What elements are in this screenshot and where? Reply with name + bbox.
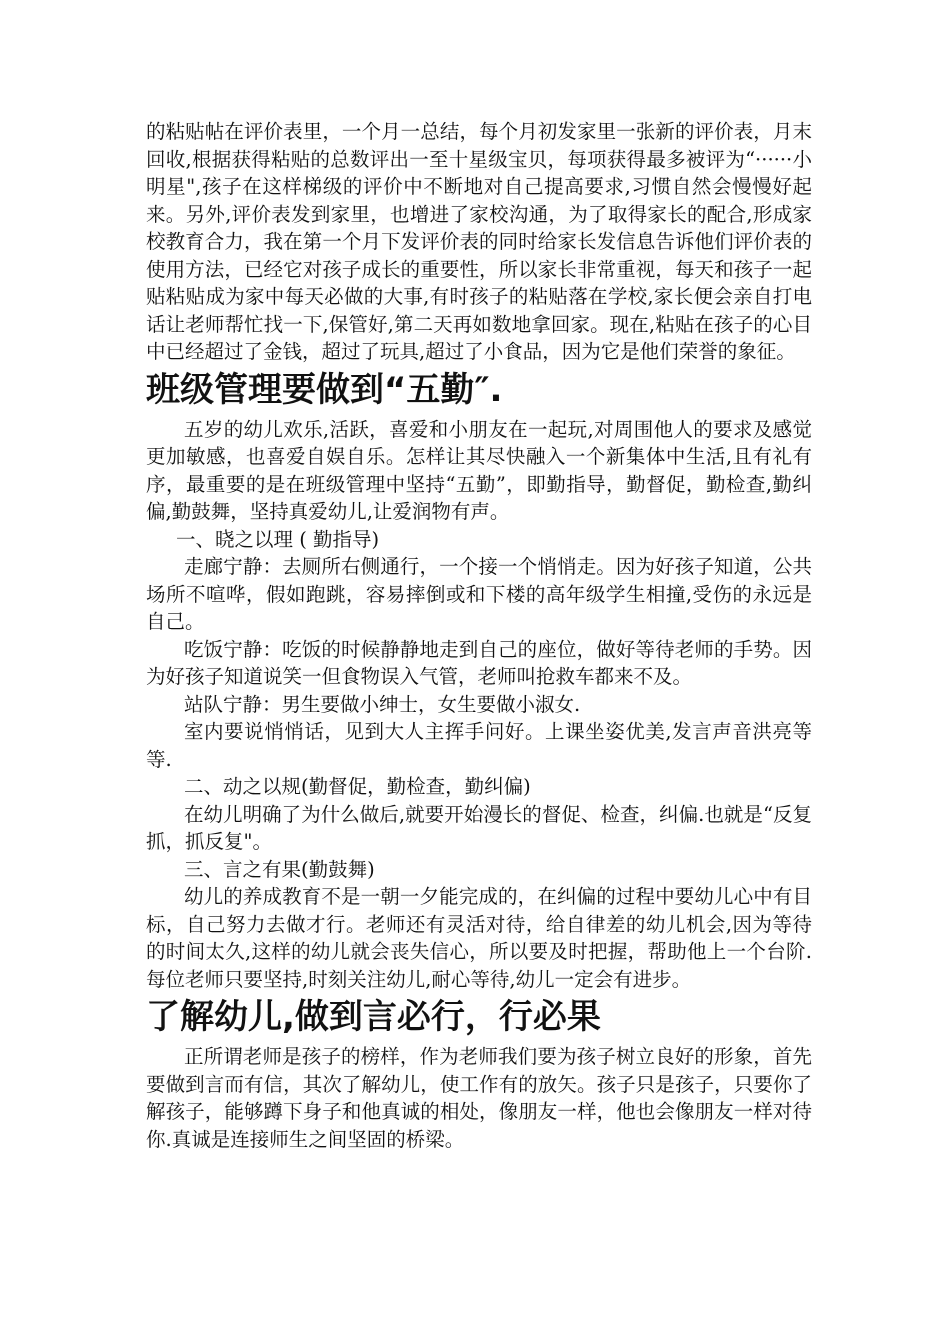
section-heading-understand-children: 了解幼儿,做到言必行，行必果 [146, 997, 601, 1037]
subheading-encouragement: 三、言之有果(勤鼓舞) [184, 857, 375, 881]
patience-paragraph: 幼儿的养成教育不是一朝一夕能完成的，在纠偏的过程中要幼儿心中有目标，自己努力去做才行。老师还有灵活对待，给自律差的幼儿机会,因为等待的时间太久,这样的幼儿就会丧失信心，所以要及时把握，帮助他上一个台阶.每位老师只要坚持,时刻关注幼儿,耐心等待,幼儿一定会有进步。 [146, 885, 812, 991]
repeat-practice-paragraph: 在幼儿明确了为什么做后,就要开始漫长的督促、检查，纠偏.也就是“反复抓，抓反复"。 [146, 802, 812, 853]
role-model-paragraph: 正所谓老师是孩子的榜样，作为老师我们要为孩子树立良好的形象，首先要做到言而有信，其次了解幼儿，使工作有的放矢。孩子只是孩子，只要你了解孩子，能够蹲下身子和他真诚的相处，像朋友一样，他也会像朋友一样对待你.真诚是连接师生之间坚固的桥梁。 [146, 1045, 812, 1151]
section-heading-five-diligence: 班级管理要做到“五勤″. [146, 369, 503, 410]
subheading-supervision: 二、动之以规(勤督促，勤检查，勤纠偏) [184, 775, 531, 798]
corridor-quiet-paragraph: 走廊宁静：去厕所右侧通行，一个接一个悄悄走。因为好孩子知道，公共场所不喧哗，假如跑跳，容易摔倒或和下楼的高年级学生相撞,受伤的永远是自己。 [146, 555, 812, 633]
lineup-quiet-paragraph: 站队宁静：男生要做小绅士，女生要做小淑女. [184, 692, 581, 716]
intro-paragraph: 的粘贴帖在评价表里，一个月一总结，每个月初发家里一张新的评价表，月末回收,根据获得粘贴的总数评出一至十星级宝贝，每项获得最多被评为“······小明星",孩子在这样梯级的评价中不断地对自己提高要求,习惯自然会慢慢好起来。另外,评价表发到家里，也增进了家校沟通，为了取得家长的配合,形成家校教育合力，我在第一个月下发评价表的同时给家长发信息告诉他们评价表的使用方法，已经它对孩子成长的重要性，所以家长非常重视，每天和孩子一起贴粘贴成为家中每天必做的大事,有时孩子的粘贴落在学校,家长便会亲自打电话让老师帮忙找一下,保管好,第二天再如数地拿回家。现在,粘贴在孩子的心目中已经超过了金钱，超过了玩具,超过了小食品，因为它是他们荣誉的象征。 [146, 120, 812, 363]
document-body [146, 118, 812, 1153]
meal-quiet-paragraph: 吃饭宁静：吃饭的时候静静地走到自己的座位，做好等待老师的手势。因为好孩子知道说笑一但食物误入气管，老师叫抢救车都来不及。 [146, 637, 812, 688]
subheading-guidance: 一、晓之以理 ( 勤指导) [176, 527, 380, 551]
section1-intro-paragraph: 五岁的幼儿欢乐,活跃，喜爱和小朋友在一起玩,对周围他人的要求及感觉更加敏感，也喜爱自娱自乐。怎样让其尽快融入一个新集体中生活,且有礼有序，最重要的是在班级管理中坚持“五勤”，即勤指导，勤督促，勤检查,勤纠偏,勤鼓舞，坚持真爱幼儿,让爱润物有声。 [146, 417, 812, 523]
indoor-manners-paragraph: 室内要说悄悄话，见到大人主挥手问好。上课坐姿优美,发言声音洪亮等等. [146, 720, 812, 771]
